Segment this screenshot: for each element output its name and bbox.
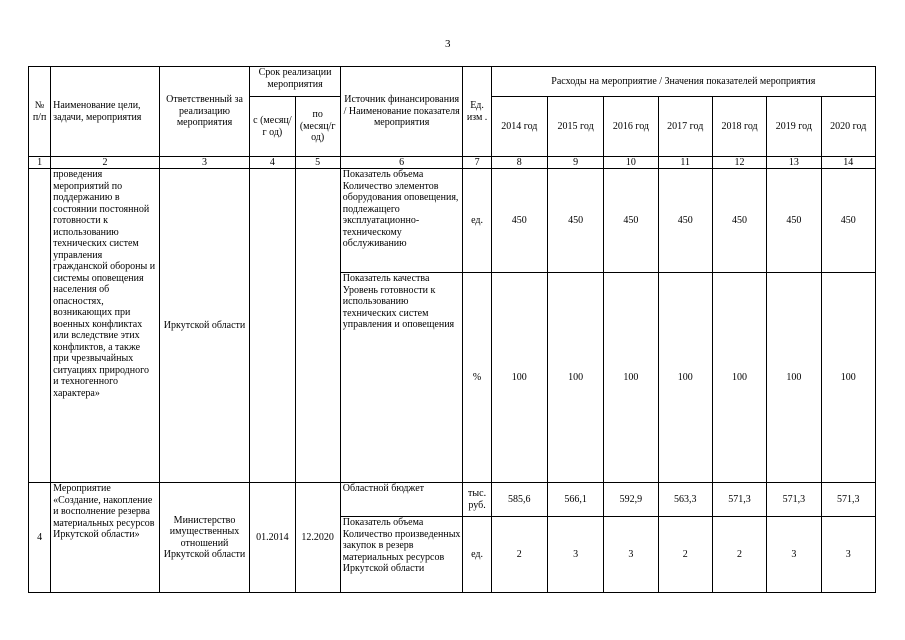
col-number: 7 [463, 157, 491, 169]
row4-responsible: Министерство имущественных отношений Иркутской области [159, 483, 250, 593]
row4-budget-value: 571,3 [712, 483, 766, 517]
row3-ind2-value: 100 [658, 273, 712, 483]
col-number: 3 [159, 157, 250, 169]
row3-ind1-source: Показатель объема Количество элементов оборудования оповещения, подлежащего эксплуатационно-техническому обслуживанию [340, 169, 463, 273]
header-period-from: с (месяц/г од) [250, 97, 295, 157]
row3-to [295, 169, 340, 483]
row4-ind-unit: ед. [463, 517, 491, 593]
row3-ind2-unit: % [463, 273, 491, 483]
row3-ind1-value: 450 [767, 169, 821, 273]
row4-ind-value: 3 [604, 517, 658, 593]
row4-budget-value: 592,9 [604, 483, 658, 517]
row3-ind1-value: 450 [821, 169, 875, 273]
row4-budget-unit: тыс. руб. [463, 483, 491, 517]
row4-ind-source: Показатель объема Количество произведенных закупок в резерв материальных ресурсов Иркутской области [340, 517, 463, 593]
row4-from: 01.2014 [250, 483, 295, 593]
row3-ind2-value: 100 [491, 273, 547, 483]
col-number: 10 [604, 157, 658, 169]
row4-budget-source: Областной бюджет [340, 483, 463, 517]
row3-ind2-source: Показатель качества Уровень готовности к использованию технических систем управления и оповещения [340, 273, 463, 483]
row3-ind2-value: 100 [547, 273, 603, 483]
row4-ind-value: 3 [767, 517, 821, 593]
row4-budget-value: 571,3 [821, 483, 875, 517]
row3-ind1-value: 450 [491, 169, 547, 273]
header-num: № п/п [29, 67, 51, 157]
row3-ind2-value: 100 [712, 273, 766, 483]
col-number: 11 [658, 157, 712, 169]
header-expenses: Расходы на мероприятие / Значения показателей мероприятия [491, 67, 875, 97]
col-number: 9 [547, 157, 603, 169]
header-responsible: Ответственный за реализацию мероприятия [159, 67, 250, 157]
row4-ind-value: 2 [712, 517, 766, 593]
row4-num: 4 [29, 483, 51, 593]
row4-budget-value: 566,1 [547, 483, 603, 517]
header-name: Наименование цели, задачи, мероприятия [51, 67, 160, 157]
header-unit: Ед. изм . [463, 67, 491, 157]
row3-ind2-value: 100 [821, 273, 875, 483]
row3-num [29, 169, 51, 483]
row3-ind2-value: 100 [604, 273, 658, 483]
row4-budget-value: 563,3 [658, 483, 712, 517]
col-number: 14 [821, 157, 875, 169]
row4-to: 12.2020 [295, 483, 340, 593]
row3-ind1-value: 450 [547, 169, 603, 273]
row4-name: Мероприятие «Создание, накопление и восполнение резерва материальных ресурсов Иркутской области» [51, 483, 160, 593]
row3-ind1-value: 450 [712, 169, 766, 273]
row4-budget-value: 585,6 [491, 483, 547, 517]
header-year: 2018 год [712, 97, 766, 157]
header-source: Источник финансирования / Наименование показателя мероприятия [340, 67, 463, 157]
row3-ind1-value: 450 [604, 169, 658, 273]
col-number: 5 [295, 157, 340, 169]
row4-ind-value: 3 [821, 517, 875, 593]
page-number: 3 [445, 38, 451, 50]
col-number: 13 [767, 157, 821, 169]
header-year: 2014 год [491, 97, 547, 157]
col-number: 12 [712, 157, 766, 169]
row4-budget-value: 571,3 [767, 483, 821, 517]
col-number: 2 [51, 157, 160, 169]
measures-table [28, 66, 876, 593]
row4-ind-value: 2 [658, 517, 712, 593]
header-period: Срок реализации мероприятия [250, 67, 341, 97]
col-number: 6 [340, 157, 463, 169]
row4-ind-value: 3 [547, 517, 603, 593]
col-number: 1 [29, 157, 51, 169]
row3-from [250, 169, 295, 483]
table-row [29, 483, 876, 517]
row4-ind-value: 2 [491, 517, 547, 593]
header-year: 2016 год [604, 97, 658, 157]
table-row [29, 169, 876, 273]
header-period-to: по (месяц/г од) [295, 97, 340, 157]
header-year: 2020 год [821, 97, 875, 157]
row3-responsible: Иркутской области [159, 169, 250, 483]
col-number: 8 [491, 157, 547, 169]
header-year: 2017 год [658, 97, 712, 157]
row3-ind1-unit: ед. [463, 169, 491, 273]
row3-ind1-value: 450 [658, 169, 712, 273]
header-year: 2015 год [547, 97, 603, 157]
col-number: 4 [250, 157, 295, 169]
row3-ind2-value: 100 [767, 273, 821, 483]
row3-name: проведения мероприятий по поддержанию в состоянии постоянной готовности к использованию технических систем управления гражданской обороны и системы оповещения населения об опасностях, возникающих при военных конфликтах или вследствие этих конфликтов, а также при чрезвычайных ситуациях природного и техногенного характера» [51, 169, 160, 483]
header-year: 2019 год [767, 97, 821, 157]
